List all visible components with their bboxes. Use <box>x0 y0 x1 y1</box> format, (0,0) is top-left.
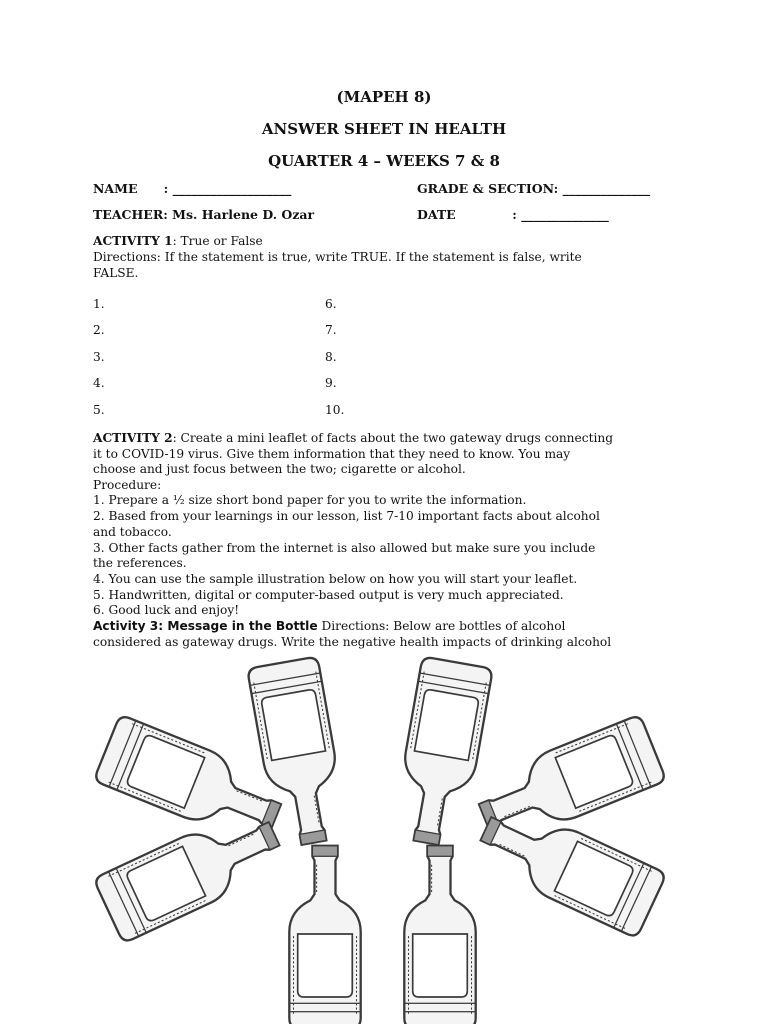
activity2-text: choose and just focus between the two; cigarette or alcohol. <box>93 462 466 476</box>
activity1-directions: FALSE. <box>93 266 139 280</box>
answer-number: 9. <box>325 376 337 390</box>
answer-number: 5. <box>93 403 105 417</box>
grade-section-field: GRADE & SECTION: ______________ <box>417 181 651 196</box>
bottle-sketch <box>404 846 475 1024</box>
bottle-sketch <box>391 656 493 848</box>
answer-number: 6. <box>325 297 337 311</box>
activity1-heading <box>93 234 263 250</box>
procedure-step: and tobacco. <box>93 525 172 539</box>
answer-number: 3. <box>93 350 105 364</box>
name-field: NAME : ___________________ <box>93 181 292 196</box>
activity3-label: Activity 3: Message in the Bottle <box>93 619 318 633</box>
activity2-label: ACTIVITY 2 <box>93 431 173 445</box>
activity3-text: Directions: Below are bottles of alcohol <box>317 619 566 633</box>
activity2-text: : Create a mini leaflet of facts about the two gateway drugs connecting <box>172 431 614 445</box>
activity2-text: it to COVID-19 virus. Give them information that they need to know. You may <box>93 447 571 461</box>
subject-heading: (MAPEH 8) <box>336 88 432 106</box>
teacher-field: TEACHER: Ms. Harlene D. Ozar <box>93 207 315 222</box>
answer-number: 7. <box>325 323 337 337</box>
quarter-heading: QUARTER 4 – WEEKS 7 & 8 <box>268 152 500 170</box>
procedure-step: 1. Prepare a ½ size short bond paper for you to write the information. <box>93 493 527 507</box>
bottles-illustration <box>0 655 768 1024</box>
sheet-title: ANSWER SHEET IN HEALTH <box>261 120 507 138</box>
activity1-label: ACTIVITY 1 <box>93 234 173 248</box>
answer-number: 4. <box>93 376 105 390</box>
procedure-step: 6. Good luck and enjoy! <box>93 603 240 617</box>
answer-number: 1. <box>93 297 105 311</box>
date-field: DATE : ______________ <box>417 207 609 222</box>
activity2-intro <box>93 431 613 447</box>
answer-number: 10. <box>325 403 345 417</box>
activity3-text: considered as gateway drugs. Write the negative health impacts of drinking alcohol <box>93 635 612 649</box>
answer-number: 8. <box>325 350 337 364</box>
activity1-directions: Directions: If the statement is true, write TRUE. If the statement is false, write <box>93 250 582 264</box>
procedure-step: 2. Based from your learnings in our lesson, list 7-10 important facts about alcohol <box>93 509 600 523</box>
procedure-step: 5. Handwritten, digital or computer-based output is very much appreciated. <box>93 588 564 602</box>
activity1-title: : True or False <box>172 234 263 248</box>
procedure-label: Procedure: <box>93 478 162 492</box>
procedure-step: 3. Other facts gather from the internet is also allowed but make sure you include <box>93 541 596 555</box>
procedure-step: 4. You can use the sample illustration below on how you will start your leaflet. <box>93 572 578 586</box>
answer-number: 2. <box>93 323 105 337</box>
activity3-intro <box>93 619 565 635</box>
procedure-step: the references. <box>93 556 187 570</box>
bottle-sketch <box>289 846 360 1024</box>
